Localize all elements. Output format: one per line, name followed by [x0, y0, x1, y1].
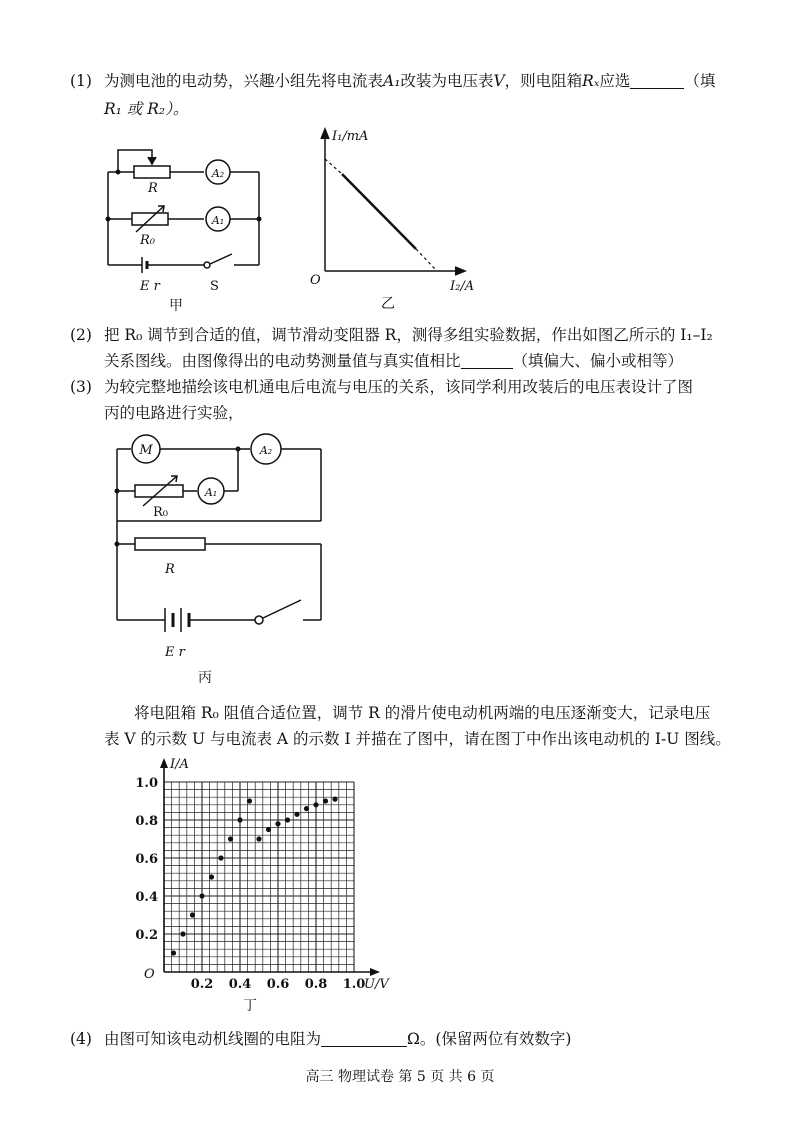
caption-jia: 甲	[169, 298, 183, 314]
data-point	[190, 912, 195, 917]
q3-para2: 表 V 的示数 U 与电流表 A 的示数 I 并描在了图中，请在图丁中作出该电动机的 I-U 图线。	[104, 730, 731, 748]
q1-line2: R₁ 或 R₂）。	[104, 100, 189, 118]
rheostat-R	[134, 166, 170, 178]
y-tick-label: 0.4	[135, 890, 158, 905]
q1-line1	[104, 68, 715, 94]
q1-answer-blank[interactable]	[630, 70, 684, 89]
q2-text-a: 关系图线。由图像得出的电动势测量值与真实值相比	[104, 352, 461, 370]
caption-yi: 乙	[381, 296, 395, 312]
q4-number: (4)	[70, 1030, 92, 1048]
q2-line2	[104, 348, 683, 374]
data-point	[209, 874, 214, 879]
q1-number: (1)	[70, 72, 92, 90]
data-point	[237, 817, 242, 822]
data-point	[304, 806, 309, 811]
q4-line	[104, 1026, 571, 1052]
q1-text-b: A₁	[383, 72, 401, 90]
q2-text-b: （填偏大、偏小或相等）	[512, 352, 684, 370]
q1-text-e: ，则电阻箱	[504, 72, 583, 90]
y-tick-label: 0.6	[135, 852, 158, 867]
label-A2-bing: A₂	[259, 444, 273, 457]
chart-origin: O	[144, 967, 155, 982]
page-footer: 高三 物理试卷 第 5 页 共 6 页	[305, 1069, 495, 1085]
q1-text-g: 应选	[599, 72, 631, 90]
caption-ding: 丁	[243, 998, 257, 1014]
rheostat-R	[135, 538, 205, 550]
q4-text-b: Ω。(保留两位有效数字)	[407, 1030, 572, 1048]
graph-yi	[300, 124, 500, 316]
data-point	[332, 797, 337, 802]
q1-text-a: 为测电池的电动势，兴趣小组先将电流表	[104, 72, 384, 90]
origin-O: O	[310, 273, 321, 288]
data-point	[228, 836, 233, 841]
chart-ding	[130, 752, 410, 1020]
x-tick-label: 1.0	[342, 977, 366, 992]
ylabel-I1: I₁/mA	[332, 129, 369, 144]
label-Er: E r	[140, 279, 160, 294]
data-point	[256, 836, 261, 841]
data-point	[199, 893, 204, 898]
label-S: S	[210, 279, 219, 294]
caption-bing: 丙	[198, 670, 212, 686]
data-point	[323, 798, 328, 803]
q3-para1: 将电阻箱 R₀ 阻值合适位置，调节 R 的滑片使电动机两端的电压逐渐变大，记录电压	[134, 704, 711, 722]
data-point	[171, 950, 176, 955]
q2-line1: 把 R₀ 调节到合适的值，调节滑动变阻器 R，测得多组实验数据，作出如图乙所示的 I₁–I₂	[104, 326, 713, 344]
circuit-jia	[96, 140, 276, 315]
chart-grid	[164, 782, 354, 972]
data-point	[218, 855, 223, 860]
chart-ylabel: I/A	[170, 757, 189, 772]
data-point	[275, 821, 280, 826]
data-point	[266, 827, 271, 832]
data-point	[180, 931, 185, 936]
label-A2: A₂	[211, 167, 225, 180]
circuit-bing	[105, 432, 335, 688]
q4-text-a: 由图可知该电动机线圈的电阻为	[104, 1030, 322, 1048]
xlabel-I2: I₂/A	[450, 279, 475, 294]
label-Er-bing: E r	[165, 645, 185, 660]
x-tick-label: 0.8	[304, 977, 328, 992]
q1-text-d: V	[493, 72, 505, 90]
label-A1-bing: A₁	[204, 486, 218, 499]
q1-text-f: Rₓ	[582, 72, 600, 90]
label-R: R	[148, 181, 158, 196]
q1-text-c: 改装为电压表	[400, 72, 494, 90]
y-axis-arrow	[160, 758, 168, 768]
chart-ticks	[135, 776, 365, 992]
label-R-bing: R	[165, 562, 175, 577]
q3-number: (3)	[70, 378, 92, 396]
q4-answer-blank[interactable]	[321, 1028, 407, 1047]
label-A1: A₁	[211, 214, 225, 227]
chart-xlabel: U/V	[364, 977, 389, 992]
x-axis-arrow	[370, 968, 380, 976]
q1-text-h: （填	[684, 72, 716, 90]
x-tick-label: 0.6	[266, 977, 290, 992]
q2-answer-blank[interactable]	[461, 350, 513, 369]
label-M: M	[139, 443, 153, 458]
x-tick-label: 0.2	[190, 977, 214, 992]
q2-number: (2)	[70, 326, 92, 344]
data-point	[285, 817, 290, 822]
label-R0-bing: R₀	[153, 505, 168, 520]
y-tick-label: 1.0	[135, 776, 158, 791]
q3-line1: 为较完整地描绘该电机通电后电流与电压的关系，该同学利用改装后的电压表设计了图	[104, 378, 694, 396]
data-point	[294, 812, 299, 817]
data-point	[247, 798, 252, 803]
label-R0: R₀	[140, 233, 155, 248]
chart-axes	[160, 758, 380, 976]
data-point	[313, 802, 318, 807]
y-tick-label: 0.8	[135, 814, 158, 829]
x-tick-label: 0.4	[228, 977, 252, 992]
q3-line2: 丙的电路进行实验，	[104, 404, 244, 422]
y-tick-label: 0.2	[135, 928, 158, 943]
